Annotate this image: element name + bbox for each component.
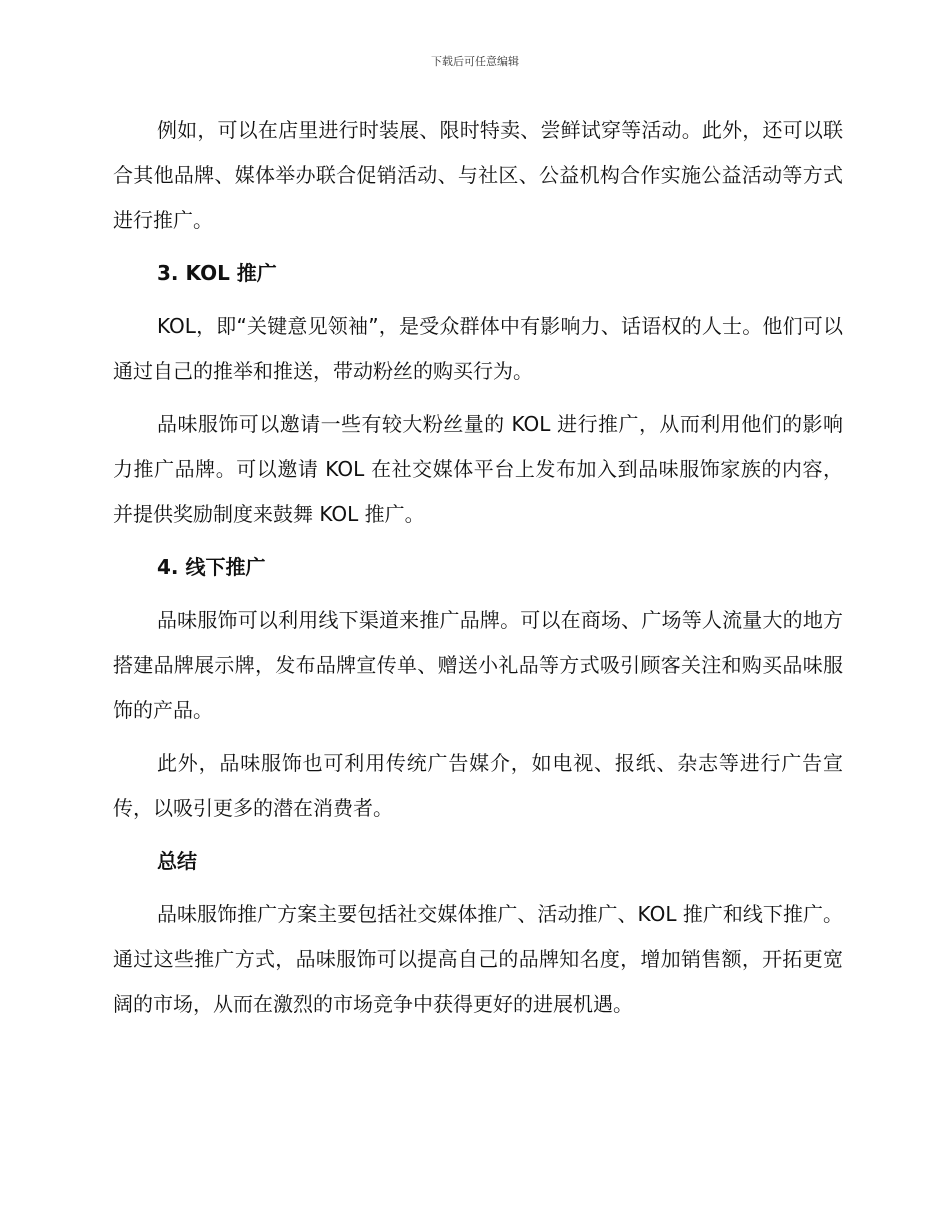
paragraph-event-promotion: 例如，可以在店里进行时装展、限时特卖、尝鲜试穿等活动。此外，还可以联合其他品牌、媒体举办联合促销活动、与社区、公益机构合作实施公益活动等方式进行推广。	[113, 118, 843, 232]
paragraph-offline-channels: 品味服饰可以利用线下渠道来推广品牌。可以在商场、广场等人流量大的地方搭建品牌展示牌，发布品牌宣传单、赠送小礼品等方式吸引顾客关注和购买品味服饰的产品。	[113, 608, 843, 722]
document-body	[113, 108, 843, 1035]
paragraph-kol-definition: KOL，即“关键意见领袖”，是受众群体中有影响力、话语权的人士。他们可以通过自己的推举和推送，带动粉丝的购买行为。	[113, 314, 843, 383]
section-heading-offline: 4. 线下推广	[157, 555, 266, 579]
section-heading-kol: 3. KOL 推广	[157, 261, 277, 285]
paragraph-kol-strategy: 品味服饰可以邀请一些有较大粉丝量的 KOL 进行推广，从而利用他们的影响力推广品牌。可以邀请 KOL 在社交媒体平台上发布加入到品味服饰家族的内容，并提供奖励制度来鼓舞 KOL 推广。	[113, 412, 843, 526]
page-header: 下载后可任意编辑	[431, 55, 519, 68]
section-heading-summary: 总结	[157, 849, 197, 873]
paragraph-summary: 品味服饰推广方案主要包括社交媒体推广、活动推广、KOL 推广和线下推广。通过这些推广方式，品味服饰可以提高自己的品牌知名度，增加销售额，开拓更宽阔的市场，从而在激烈的市场竞争中获得更好的进展机遇。	[113, 902, 843, 1016]
paragraph-traditional-media: 此外，品味服饰也可利用传统广告媒介，如电视、报纸、杂志等进行广告宣传，以吸引更多的潜在消费者。	[113, 751, 843, 820]
